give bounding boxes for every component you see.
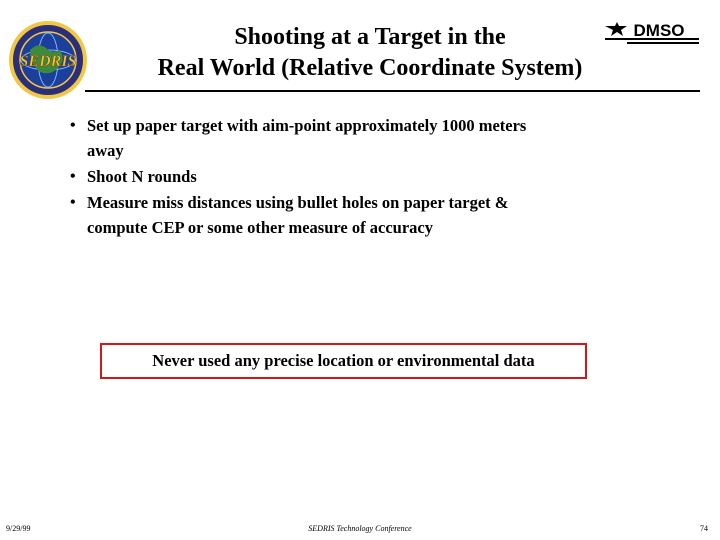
bullet-item [70,113,630,163]
bullet-item [70,164,630,189]
bullet-line: Measure miss distances using bullet holes on paper target & [87,193,509,212]
bullet-item [70,190,630,240]
dmso-logo [603,20,701,48]
sedris-logo [8,20,88,100]
bullet-icon: • [70,117,76,134]
callout-box [100,343,587,379]
title-underline [85,90,700,92]
bullet-icon: • [70,168,76,185]
bullet-line: Shoot N rounds [87,167,197,186]
bullet-line-continued: compute CEP or some other measure of accuracy [87,218,433,237]
footer-conference: SEDRIS Technology Conference [308,524,412,533]
footer-date: 9/29/99 [6,524,31,533]
svg-text:DMSO: DMSO [633,21,685,40]
page-title [110,22,630,84]
title-line-2: Real World (Relative Coordinate System) [157,55,583,81]
bullet-line: Set up paper target with aim-point approximately 1000 meters [87,116,527,135]
bullet-list [70,113,630,241]
callout-text: Never used any precise location or environmental data [152,351,535,370]
footer-page-number: 74 [700,524,708,533]
bullet-line-continued: away [87,141,124,160]
bullet-icon: • [70,194,76,211]
svg-text:SEDRIS: SEDRIS [19,53,77,70]
title-line-1: Shooting at a Target in the [234,24,506,50]
